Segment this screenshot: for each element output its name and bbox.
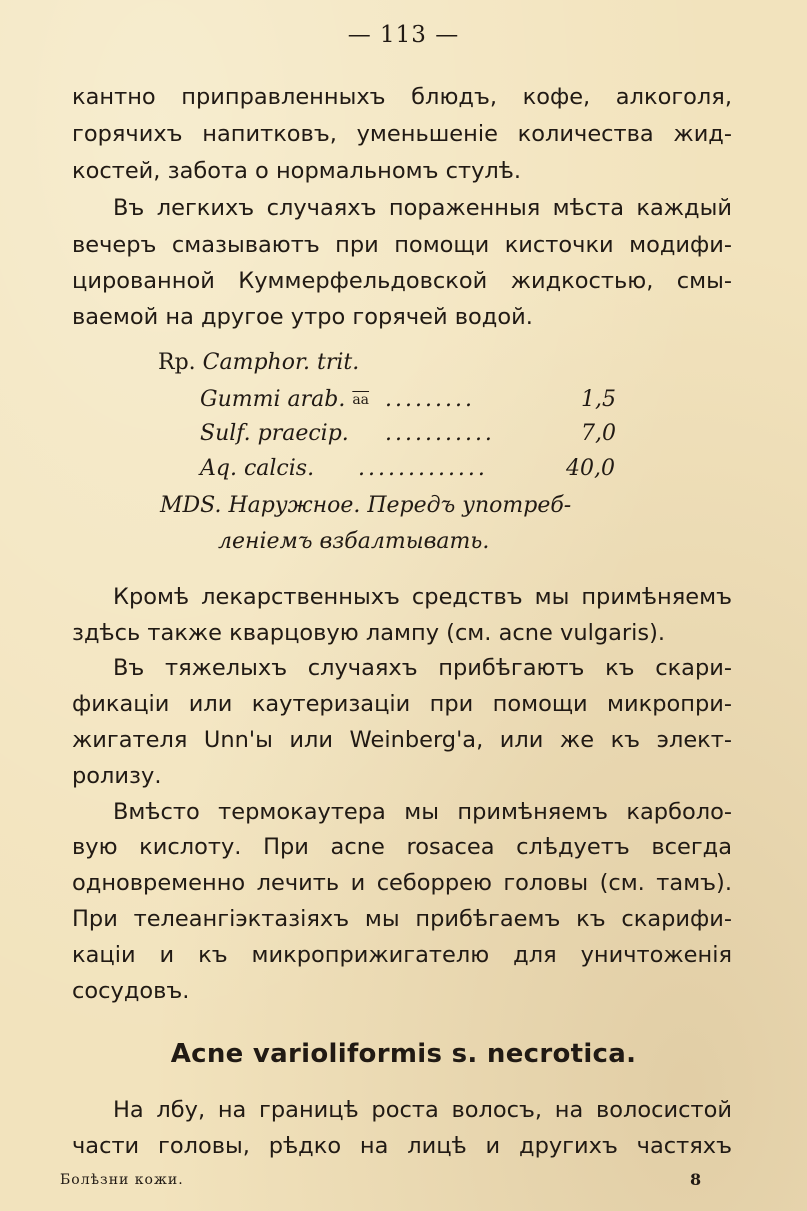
recipe-leader-dots: ........... [385, 421, 495, 446]
recipe-ingredient-line [200, 456, 314, 481]
recipe-amount: 7,0 [581, 421, 616, 446]
recipe-mds-line [218, 529, 489, 554]
footer-sheet-number: 8 [690, 1170, 702, 1189]
text-line: жигателя Unn'ы или Weinberg'а, или же къ элект- [72, 727, 732, 753]
section-heading: Acne varioliformis s. necrotica. [170, 1039, 637, 1069]
page-number: — 113 — [347, 22, 460, 48]
text-line: фикацiи или каутеризацiи при помощи микропри- [72, 691, 732, 717]
text-line: здѣсь также кварцовую лампу (см. acne vulgaris). [72, 620, 666, 646]
recipe-leader-dots: ............. [358, 456, 488, 481]
text-line: вечеръ смазываютъ при помощи кисточки модифи- [72, 232, 732, 258]
recipe-mds-line [160, 493, 571, 518]
recipe-aa-mark: $\overline{aa}$ [352, 392, 370, 408]
text-line: Вмѣсто термокаутера мы примѣняемъ карболо- [113, 799, 732, 825]
text-line: костей, забота о нормальномъ стулѣ. [72, 158, 522, 184]
recipe-amount: 1,5 [581, 387, 616, 412]
recipe-mds-text: MDS. Наружное. Передъ употреб- [160, 493, 572, 518]
text-line: ваемой на другое утро горячей водой. [72, 304, 533, 330]
footer-signature: Болѣзни кожи. [60, 1172, 184, 1188]
text-line: цированной Куммерфельдовской жидкостью, смы- [72, 268, 732, 294]
text-line: горячихъ напитковъ, уменьшеніе количества жид- [72, 121, 732, 147]
text-line: кантно приправленныхъ блюдъ, кофе, алкоголя, [72, 84, 732, 110]
recipe-rp-label: Rp. [158, 350, 196, 375]
text-line: сосудовъ. [72, 978, 190, 1004]
text-line: одновременно лечить и себоррею головы (см. тамъ). [72, 870, 732, 896]
recipe-ingredient: Camphor. trit. [202, 350, 360, 375]
recipe-ingredient-line [200, 387, 369, 412]
recipe-mds-text: леніемъ взбалтывать. [218, 529, 490, 554]
text-line: Кромѣ лекарственныхъ средствъ мы примѣняемъ [113, 584, 732, 610]
text-line: Въ легкихъ случаяхъ пораженныя мѣста каждый [113, 195, 732, 221]
recipe-ingredient: Aq. calcis. [200, 456, 315, 481]
recipe-ingredient: Gummi arab. [200, 387, 346, 412]
text-line: При телеангiэктазiяхъ мы прибѣгаемъ къ скарифи- [72, 906, 732, 932]
recipe-rp-line [158, 350, 359, 375]
recipe-leader-dots: ......... [385, 387, 475, 412]
text-line: ролизу. [72, 763, 162, 789]
text-line: кацiи и къ микроприжигателю для уничтоженiя [72, 942, 732, 968]
recipe-ingredient: Sulf. praecip. [200, 421, 349, 446]
recipe-amount: 40,0 [566, 456, 615, 481]
text-line: На лбу, на границѣ роста волосъ, на волосистой [113, 1097, 732, 1123]
text-line: вую кислоту. При acne rosacea слѣдуетъ всегда [72, 834, 732, 860]
text-line: Въ тяжелыхъ случаяхъ прибѣгаютъ къ скари- [113, 655, 732, 681]
text-line: части головы, рѣдко на лицѣ и другихъ частяхъ [72, 1133, 732, 1159]
recipe-ingredient-line [200, 421, 349, 446]
